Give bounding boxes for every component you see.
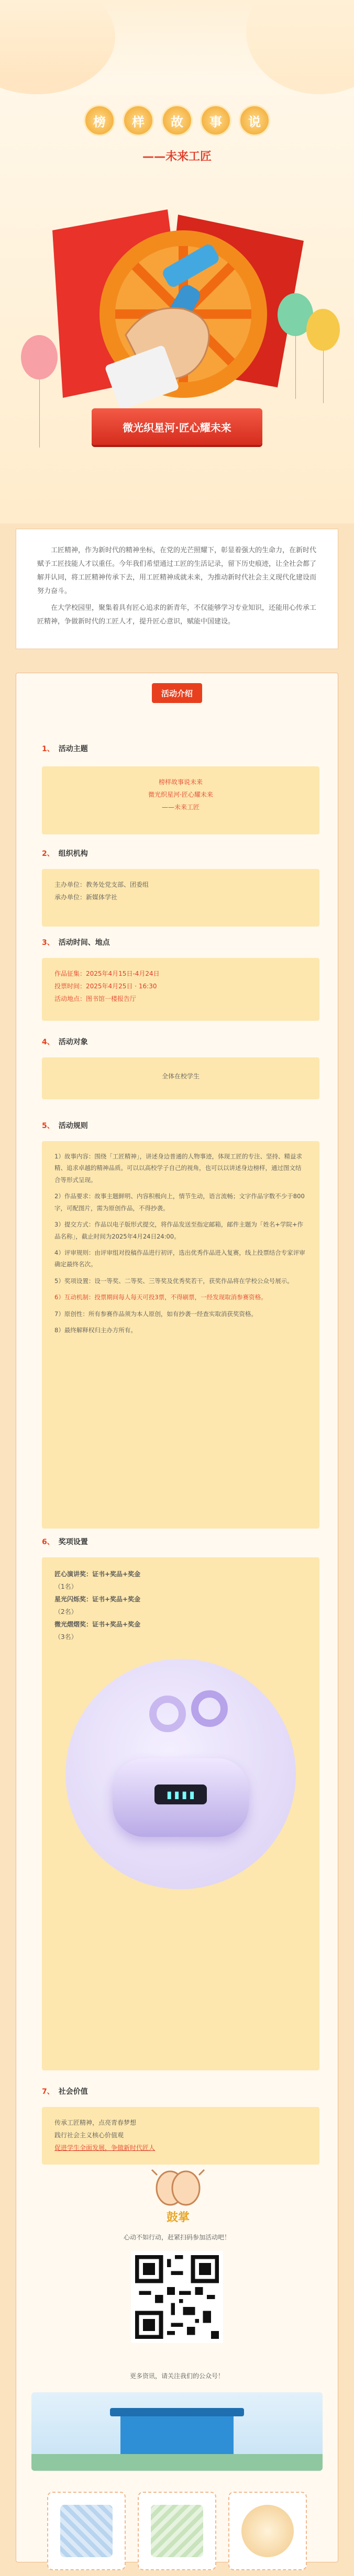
rules-box: 1）故事内容：围绕「工匠精神」，讲述身边普通的人物事迹，体现工匠的专注、坚持、精益求精、追求卓越的精神品质。可以以高校学子自己的视角，也可以以讲述身边榜样，通过图文结合等形式呈现。 2）作品要求：故事主题鲜明、内容积极向上，情节生动，语言流畅；文字作品字数不少于800字，可配图片，需为原创作品，不得抄袭。 3）提交方式：作品以电子版形式提交，将作品发送至指定邮箱，邮件主题为「姓名+学院+作品名称」，截止时间为2025年4月24日24:00。 4）评审规则：由评审组对投稿作品进行初评，选出优秀作品进入复赛，线上投票结合专家评审确定最终名次。 5）奖项设置：设一等奖、二等奖、三等奖及优秀奖若干，获奖作品将在学校公众号展示。 6）互动机制：投票期间每人每天可投3票，不得刷票，一经发现取消参赛资格。 7）原创性：所有参赛作品须为本人原创，如有抄袭一经查实取消获奖资格。 8）最终解释权归主办方所有。 [42,1141,319,1529]
follow-caption: 更多资讯，请关注我们的公众号！ [129,2372,224,2380]
value-section [42,2086,319,2165]
title-char: 样 [123,105,154,136]
time-section [42,937,319,1021]
target-box: 全体在校学生 [42,1057,319,1099]
time-box: 作品征集：2025年4月15日-4月24日 投票时间：2025年4月25日 · 16:30 活动地点：图书馆一楼报告厅 [42,958,319,1021]
hero-banner [0,0,354,523]
section-title: 4、 活动对象 [42,1038,88,1046]
theme-box: 榜样故事说未来 微光织星河·匠心耀未来 ——未来工匠 [42,766,319,834]
title-char: 说 [239,105,270,136]
intro-paragraph: 工匠精神，作为新时代的精神坐标，在党的光芒照耀下，彰显着强大的生命力，在新时代赋予工匠技能人才以重任。今年我们希望通过工匠的生活记录，留下历史痕迹，让全社会都了解并认同，将工匠精神传承下去，用工匠精神成就未来，为推动新时代社会主义现代化建设而努力奋斗。 [37,547,317,595]
section-title: 2、 组织机构 [42,850,88,858]
balloon [306,309,340,351]
prize-image-earbuds: ▮▮▮▮ [65,1659,296,1889]
intro-card [16,529,338,649]
section-title: 3、 活动时间、地点 [42,939,110,947]
clap-label: 鼓掌 [166,2211,190,2224]
title-char: 事 [200,105,231,136]
title-char: 故 [161,105,193,136]
org-section [42,848,319,927]
title-chips [0,105,354,136]
section-title: 1、 活动主题 [42,745,88,753]
awards-box: 匠心演讲奖：证书+奖品+奖金 （1名） 星光闪烁奖：证书+奖品+奖金 （2名） 微光熠熠奖：证书+奖品+奖金 （3名） ▮▮▮▮ [42,1557,319,2070]
org-box: 主办单位：教务处党支部、团委组 承办单位：新媒体学社 [42,869,319,927]
section-title: 5、 活动规则 [42,1122,88,1130]
bottom-card[interactable] [47,2492,126,2570]
section-title: 6、 奖项设置 [42,1538,88,1546]
section-title: 7、 社会价值 [42,2088,88,2096]
awards-section [42,1536,319,2070]
section-heading: 活动介绍 [152,683,202,703]
bottom-card[interactable] [228,2492,307,2570]
page-subtitle: ——未来工匠 [142,150,212,163]
clap-icon [147,2165,209,2206]
clap-illustration [147,2165,209,2222]
target-section [42,1036,319,1099]
rules-section [42,1120,319,1529]
theme-section [42,743,319,834]
title-char: 榜 [84,105,115,136]
qr-caption: 心动不如行动，赶紧扫码参加活动吧！ [123,2234,230,2241]
qr-code[interactable] [131,2251,223,2343]
intro-paragraph: 在大学校园里，聚集着具有匠心追求的新青年，不仅能够学习专业知识，还能用心传承工匠精神，争做新时代的工匠人才，提升匠心意识，赋能中国建设。 [37,604,317,626]
balloon [21,335,58,380]
value-box: 传承工匠精神，点亮青春梦想 践行社会主义核心价值观 促进学生全面发展，争做新时代匠人 [42,2107,319,2165]
bottom-card[interactable] [138,2492,216,2570]
slogan-banner: 微光织星河·匠心耀未来 [92,408,262,445]
building-illustration [31,2392,323,2471]
